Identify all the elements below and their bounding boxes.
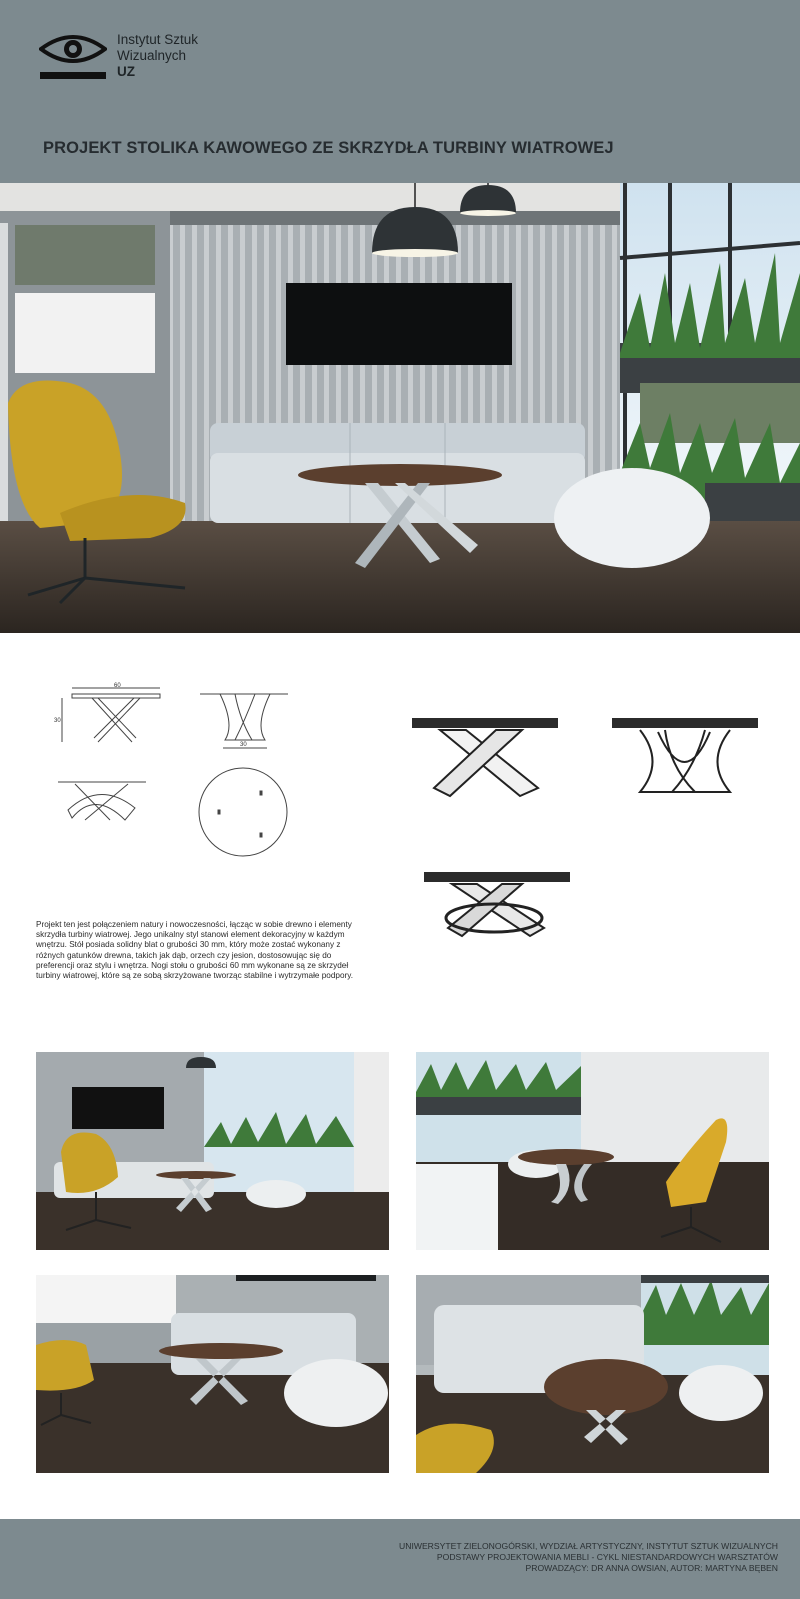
institute-line-1: Instytut Sztuk (117, 32, 199, 47)
dim-leg-label: 30 (240, 742, 247, 748)
dim-width-label: 60 (114, 683, 121, 689)
footer-band (0, 1519, 800, 1599)
render-view-3 (36, 1275, 389, 1473)
institute-line-3: UZ (117, 64, 135, 79)
institute-line-2: Wizualnych (117, 48, 187, 63)
dim-height-label: 30 (54, 718, 61, 724)
header-band (0, 0, 800, 183)
page-title: PROJEKT STOLIKA KAWOWEGO ZE SKRZYDŁA TURBINY WIATROWEJ (43, 139, 614, 157)
footer-line-1: UNIWERSYTET ZIELONOGÓRSKI, WYDZIAŁ ARTYSTYCZNY, INSTYTUT SZTUK WIZUALNYCH (399, 1541, 778, 1551)
sketch-perspective (422, 870, 572, 950)
footer-line-3: PROWADZĄCY: DR ANNA OWSIAN, AUTOR: MARTYNA BĘBEN (525, 1563, 778, 1573)
render-view-2 (416, 1052, 769, 1250)
project-description: Projekt ten jest połączeniem natury i nowoczesności, łącząc w sobie drewno i elementy skrzydła turbiny wiatrowej. Jego unikalny styl stanowi element dekoracyjny w każdym wnętrzu. Stół posiada solidny blat o grubości 30 mm, który może zostać wykonany z różnych gatunków drewna, takich jak dąb, orzech czy jesion, dostosowując się do preferencji oraz stylu i wnętrza. Nogi stołu o grubości 60 mm wykonane są ze skrzydeł turbiny wiatrowej, które są ze sobą skrzyżowane tworząc stabilne i wytrzymałe podpory. (36, 920, 354, 981)
footer-line-2: PODSTAWY PROJEKTOWANIA MEBLI - CYKL NIESTANDARDOWYCH WARSZTATÓW (436, 1552, 778, 1562)
eye-icon (39, 31, 107, 83)
sketch-side (610, 712, 760, 802)
hero-render-image (0, 183, 800, 633)
technical-drawings (40, 680, 360, 880)
sketch-front (410, 712, 560, 802)
render-view-4 (416, 1275, 769, 1473)
institute-name (117, 32, 198, 80)
render-view-1 (36, 1052, 389, 1250)
